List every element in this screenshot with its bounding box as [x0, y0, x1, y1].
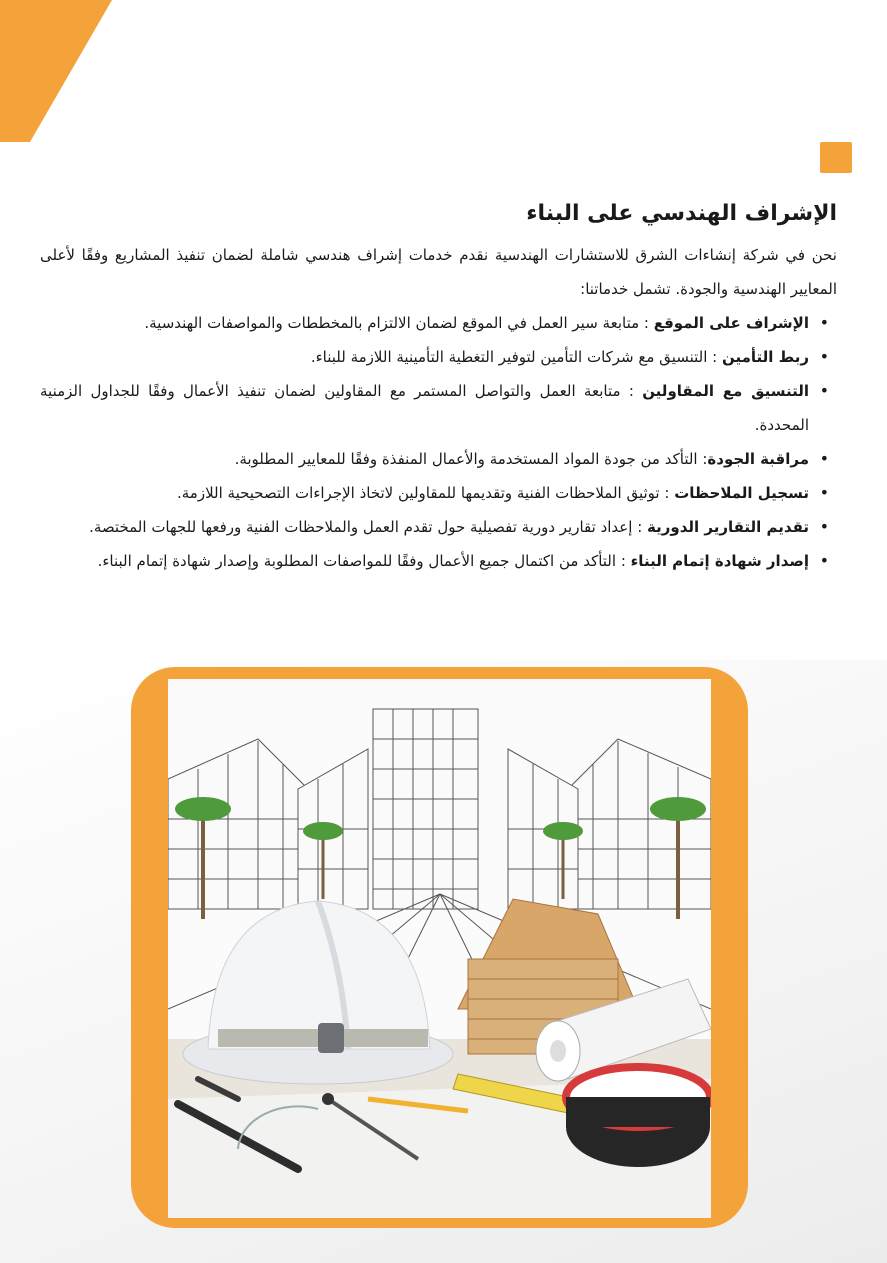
list-item: • تسجيل الملاحظات : توثيق الملاحظات الفنية وتقديمها للمقاولين لاتخاذ الإجراءات التصحيحية اللازمة.	[40, 476, 809, 510]
service-term: التنسيق مع المقاولين	[642, 382, 809, 400]
services-list	[40, 306, 837, 578]
tape-measure-icon	[566, 1067, 710, 1167]
construction-photo	[168, 679, 711, 1218]
service-desc: التأكد من اكتمال جميع الأعمال وفقًا للمواصفات المطلوبة وإصدار شهادة إتمام البناء.	[97, 552, 617, 570]
service-desc: توثيق الملاحظات الفنية وتقديمها للمقاولين لاتخاذ الإجراءات التصحيحية اللازمة.	[176, 484, 660, 502]
service-desc: متابعة العمل والتواصل المستمر مع المقاولين لضمان تنفيذ الأعمال وفقًا للجداول الزمنية المحددة.	[40, 382, 809, 434]
list-item: • الإشراف على الموقع : متابعة سير العمل في الموقع لضمان الالتزام بالمخططات والمواصفات الهندسية.	[40, 306, 809, 340]
list-item: • إصدار شهادة إتمام البناء : التأكد من اكتمال جميع الأعمال وفقًا للمواصفات المطلوبة وإصدار شهادة إتمام البناء.	[40, 544, 809, 578]
list-item: • التنسيق مع المقاولين : متابعة العمل والتواصل المستمر مع المقاولين لضمان تنفيذ الأعمال وفقًا للجداول الزمنية المحددة.	[40, 374, 809, 442]
page-title: الإشراف الهندسي على البناء	[526, 201, 837, 226]
list-item: • تقديم التقارير الدورية : إعداد تقارير دورية تفصيلية حول تقدم العمل والملاحظات الفنية ورفعها للجهات المختصة.	[40, 510, 809, 544]
list-item: • ربط التأمين : التنسيق مع شركات التأمين لتوفير التغطية التأمينية اللازمة للبناء.	[40, 340, 809, 374]
service-desc: التأكد من جودة المواد المستخدمة والأعمال المنفذة وفقًا للمعايير المطلوبة.	[234, 450, 698, 468]
intro-paragraph: نحن في شركة إنشاءات الشرق للاستشارات الهندسية نقدم خدمات إشراف هندسي شاملة لضمان تنفيذ المشاريع وفقًا لأعلى المعايير الهندسية والجودة. تشمل خدماتنا:	[40, 246, 837, 298]
service-term: تسجيل الملاحظات	[674, 484, 809, 502]
accent-square	[820, 142, 852, 173]
hard-hat-icon	[183, 901, 453, 1084]
list-item: • مراقبة الجودة: التأكد من جودة المواد المستخدمة والأعمال المنفذة وفقًا للمعايير المطلوبة.	[40, 442, 809, 476]
corner-decoration	[0, 0, 115, 145]
service-desc: متابعة سير العمل في الموقع لضمان الالتزام بالمخططات والمواصفات الهندسية.	[144, 314, 640, 332]
service-term: تقديم التقارير الدورية	[647, 518, 809, 536]
service-term: إصدار شهادة إتمام البناء	[630, 552, 809, 570]
main-content	[40, 196, 837, 578]
service-term: الإشراف على الموقع	[653, 314, 809, 332]
service-desc: التنسيق مع شركات التأمين لتوفير التغطية التأمينية اللازمة للبناء.	[310, 348, 708, 366]
service-term: ربط التأمين	[722, 348, 809, 366]
service-desc: إعداد تقارير دورية تفصيلية حول تقدم العمل والملاحظات الفنية ورفعها للجهات المختصة.	[89, 518, 633, 536]
service-term: مراقبة الجودة	[707, 450, 809, 468]
